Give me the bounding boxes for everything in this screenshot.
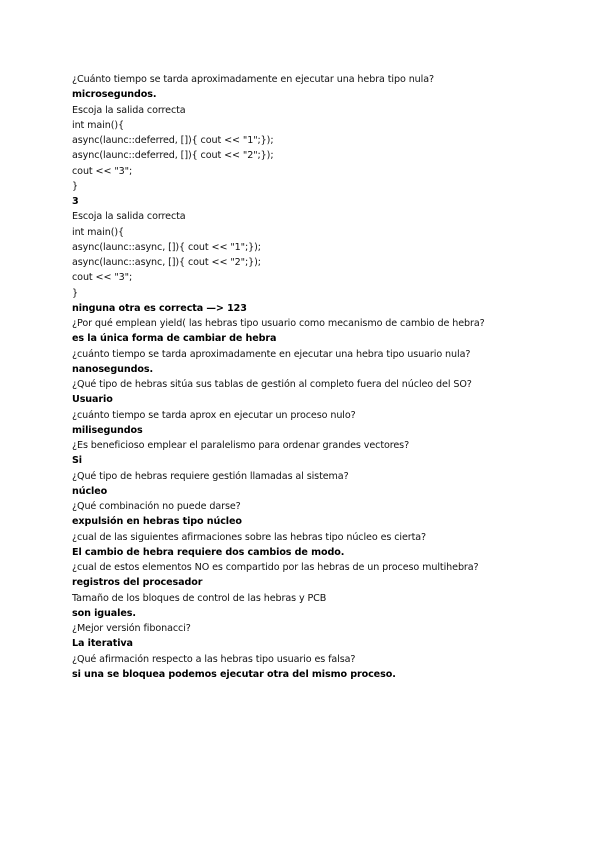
question-line: async(launc::async, []){ cout << "2";}); bbox=[72, 257, 261, 268]
question-line: Escoja la salida correcta bbox=[72, 211, 186, 223]
question-line: Tamaño de los bloques de control de las hebras y PCB bbox=[72, 592, 327, 604]
answer-line: La iterativa bbox=[72, 638, 133, 650]
question-line: ¿Mejor versión fibonacci? bbox=[72, 623, 191, 634]
question-line: int main(){ bbox=[72, 226, 125, 238]
question-line: } bbox=[72, 287, 79, 299]
answer-line: 3 bbox=[72, 196, 79, 207]
question-line: ¿Qué afirmación respecto a las hebras tipo usuario es falsa? bbox=[72, 653, 356, 665]
question-line: int main(){ bbox=[72, 119, 125, 131]
question-line: ¿Qué combinación no puede darse? bbox=[72, 501, 241, 512]
answer-line: son iguales. bbox=[72, 607, 136, 619]
question-line: async(launc::deferred, []){ cout << "2";}); bbox=[72, 150, 274, 162]
question-line: ¿Qué tipo de hebras requiere gestión llamadas al sistema? bbox=[72, 470, 349, 482]
answer-line: registros del procesador bbox=[72, 577, 203, 589]
answer-line: núcleo bbox=[72, 485, 108, 497]
question-line: async(launc::async, []){ cout << "1";}); bbox=[72, 241, 261, 253]
question-line: ¿Por qué emplean yield( las hebras tipo usuario como mecanismo de cambio de hebra? bbox=[72, 318, 485, 329]
question-line: ¿cuánto tiempo se tarda aprox en ejecutar un proceso nulo? bbox=[72, 409, 356, 421]
question-line: async(launc::deferred, []){ cout << "1";}); bbox=[72, 135, 274, 146]
answer-line: es la única forma de cambiar de hebra bbox=[72, 333, 277, 345]
question-line: ¿Cuánto tiempo se tarda aproximadamente en ejecutar una hebra tipo nula? bbox=[72, 74, 434, 85]
answer-line: Si bbox=[72, 455, 82, 467]
question-line: Escoja la salida correcta bbox=[72, 104, 186, 116]
answer-line: microsegundos. bbox=[72, 89, 157, 101]
question-line: ¿cual de las siguientes afirmaciones sobre las hebras tipo núcleo es cierta? bbox=[72, 531, 427, 543]
answer-line: Usuario bbox=[72, 394, 113, 406]
answer-line: si una se bloquea podemos ejecutar otra del mismo proceso. bbox=[72, 668, 396, 680]
question-line: cout << "3"; bbox=[72, 165, 133, 177]
answer-line: expulsión en hebras tipo núcleo bbox=[72, 516, 242, 528]
answer-line: nanosegundos. bbox=[72, 363, 153, 375]
question-line: ¿cual de estos elementos NO es compartido por las hebras de un proceso multihebra? bbox=[72, 562, 479, 573]
answer-line: milisegundos bbox=[72, 424, 143, 436]
question-line: } bbox=[72, 180, 79, 192]
question-line: cout << "3"; bbox=[72, 272, 133, 284]
question-line: ¿Es beneficioso emplear el paralelismo para ordenar grandes vectores? bbox=[72, 440, 410, 451]
answer-line: El cambio de hebra requiere dos cambios de modo. bbox=[72, 546, 345, 558]
question-line: ¿cuánto tiempo se tarda aproximadamente en ejecutar una hebra tipo usuario nula? bbox=[72, 348, 471, 360]
answer-line: ninguna otra es correcta —> 123 bbox=[72, 302, 247, 314]
question-line: ¿Qué tipo de hebras sitúa sus tablas de gestión al completo fuera del núcleo del SO? bbox=[72, 379, 472, 390]
document-body bbox=[72, 72, 552, 682]
